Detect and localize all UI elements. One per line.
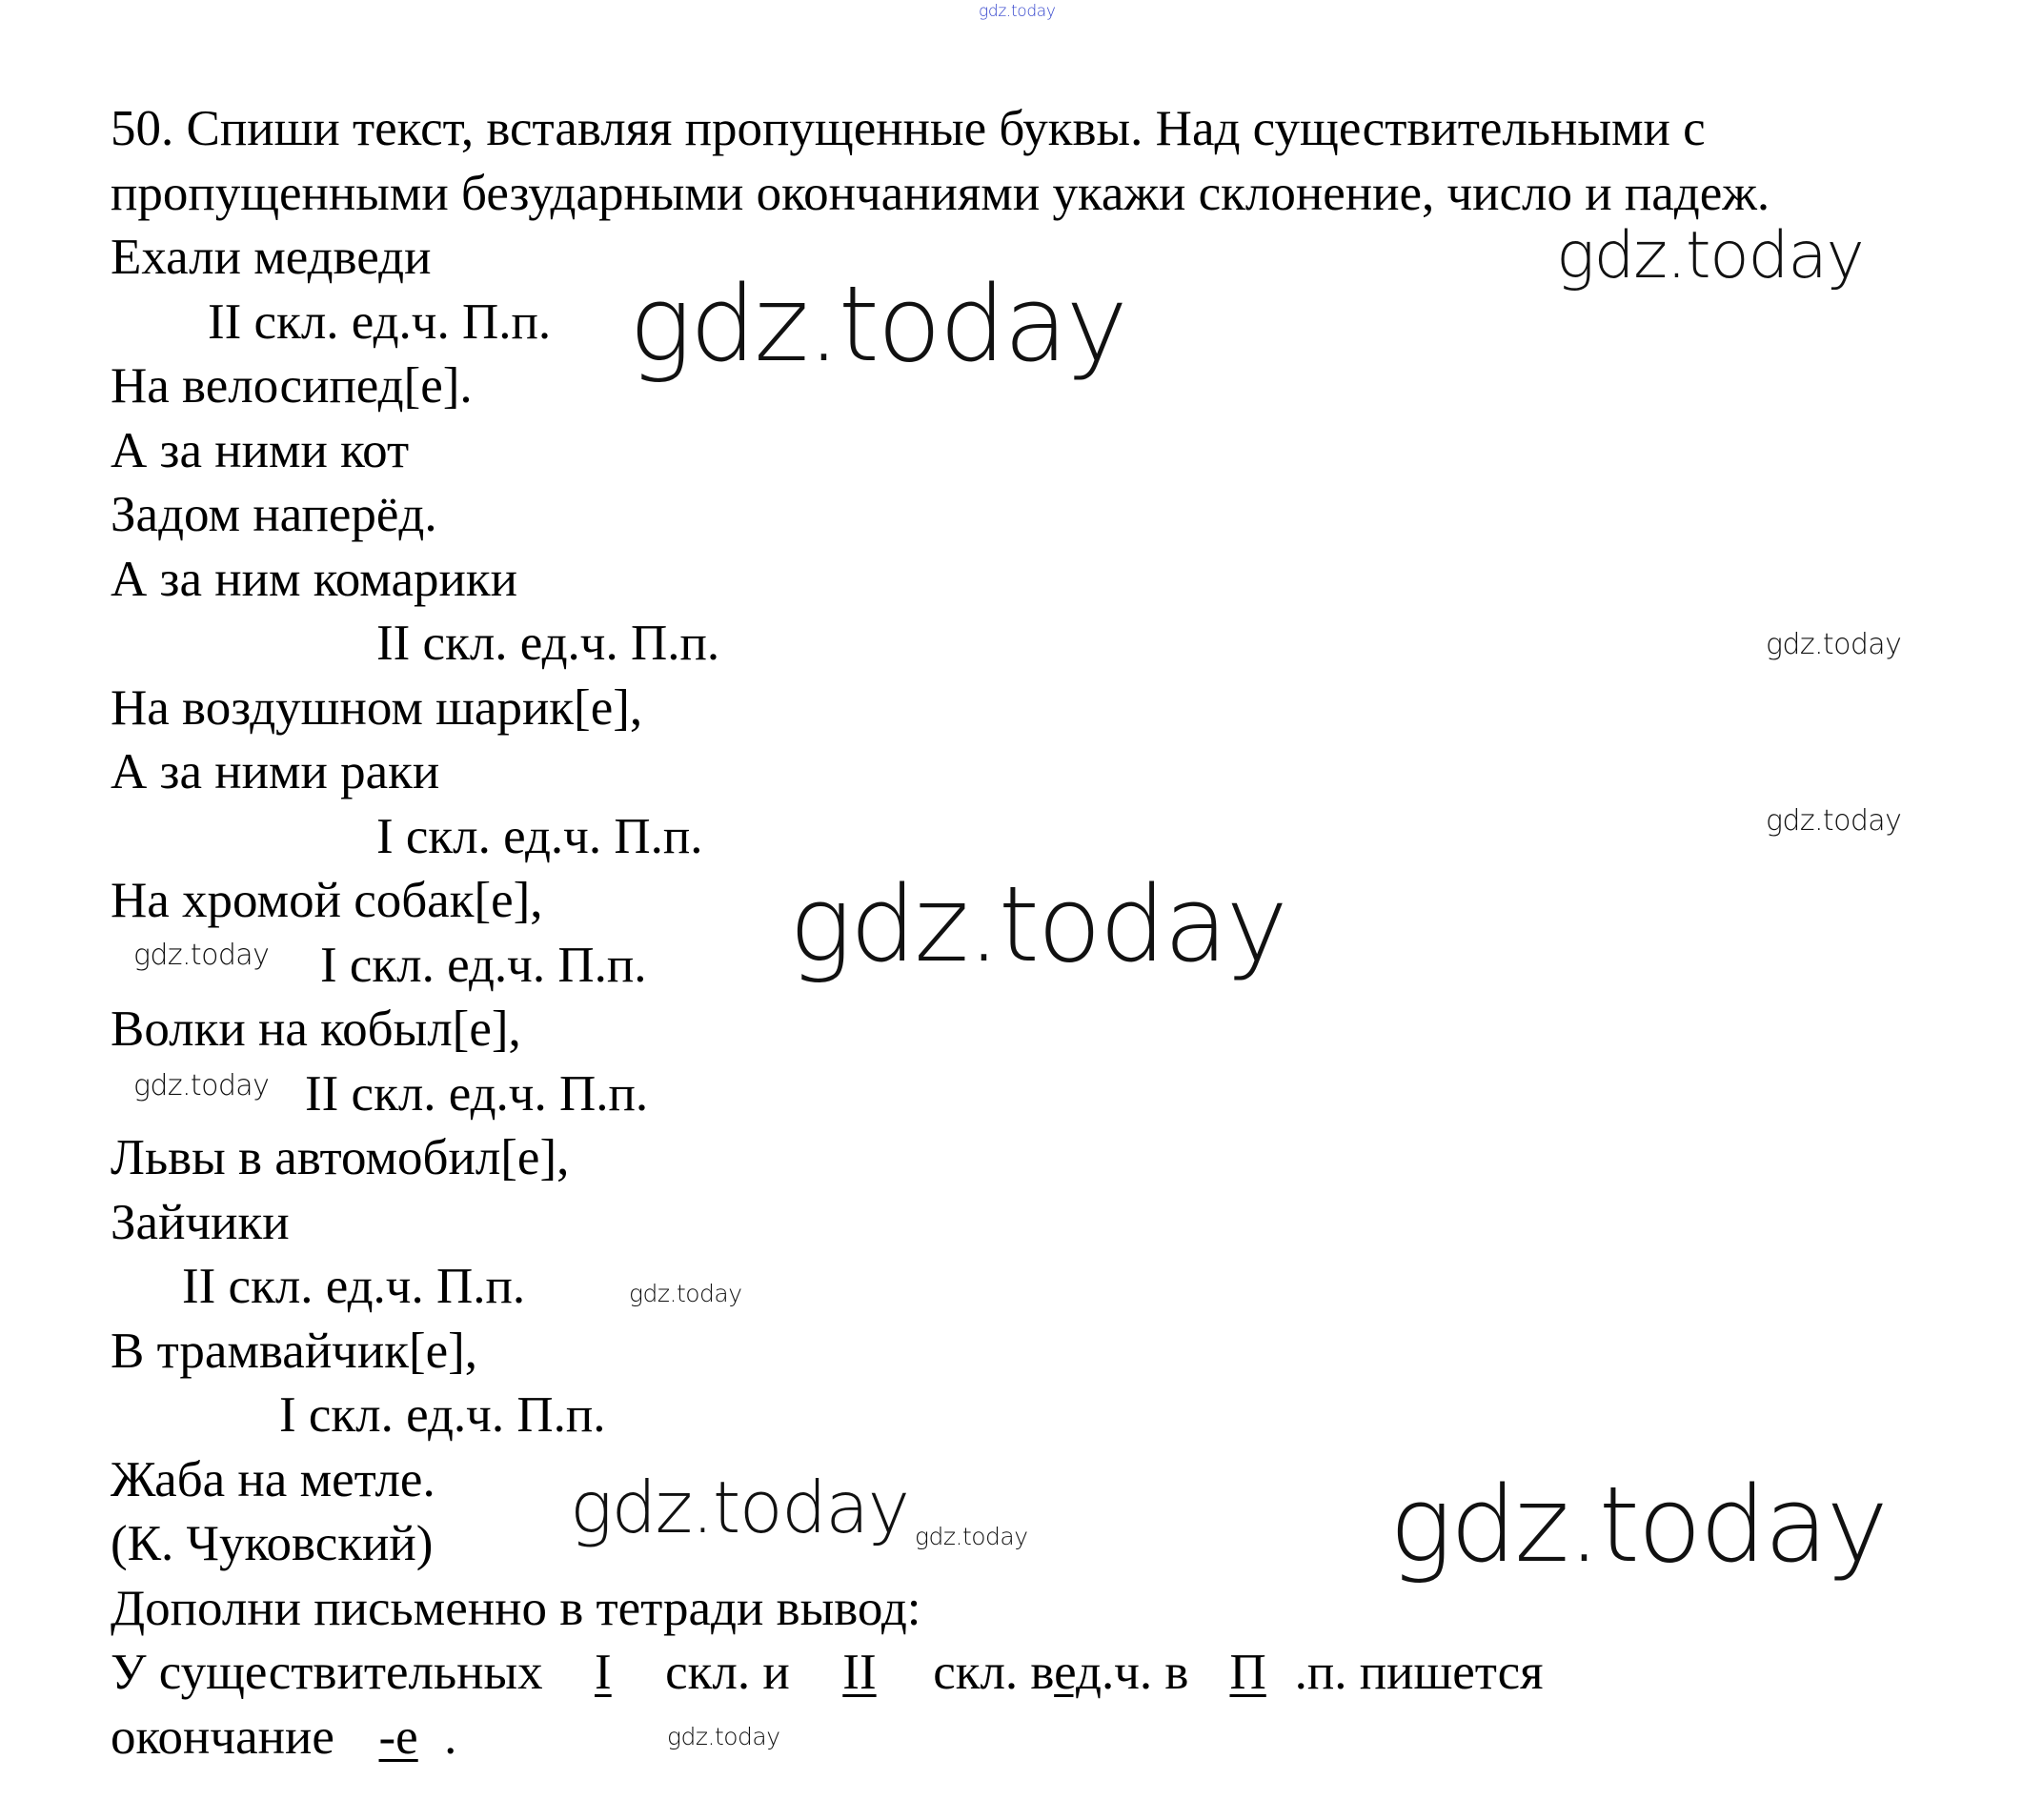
poem-line: А за ними раки <box>111 744 440 799</box>
watermark: gdz.today <box>789 863 1286 985</box>
conclusion-prompt: Дополни письменно в тетради вывод: <box>111 1580 921 1636</box>
poem-line: А за ними кот <box>111 422 410 478</box>
grammar-note: II скл. ед.ч. П.п. <box>305 1065 649 1122</box>
poem-line: Жаба на метле. <box>111 1451 435 1507</box>
grammar-note: II скл. ед.ч. П.п. <box>182 1259 526 1314</box>
poem-author: (К. Чуковский) <box>111 1516 434 1571</box>
conclusion-text: скл. и <box>665 1645 790 1700</box>
watermark: gdz.today <box>1766 804 1902 838</box>
poem-line: А за ним комарики <box>111 551 517 607</box>
answer-blank: I <box>595 1645 612 1700</box>
grammar-note: I скл. ед.ч. П.п. <box>279 1387 606 1443</box>
conclusion-text: У существительных <box>111 1645 543 1700</box>
poem-line: Зайчики <box>111 1194 290 1250</box>
watermark: gdz.today <box>1556 218 1864 293</box>
watermark: gdz.today <box>629 1280 742 1307</box>
poem-line: Львы в автомобил[е], <box>111 1130 570 1185</box>
task-line: 50. Спиши текст, вставляя пропущенные буквы. Над существительными с <box>111 101 1706 156</box>
watermark: gdz.today <box>667 1723 780 1750</box>
conclusion-text: .ч. в <box>1101 1645 1189 1700</box>
answer-blank: П <box>1229 1645 1266 1700</box>
poem-line: На воздушном шарик[е], <box>111 679 643 736</box>
watermark: gdz.today <box>629 263 1126 385</box>
task-line: пропущенными безударными окончаниями укажи склонение, число и падеж. <box>111 165 1770 221</box>
poem-line: Волки на кобыл[е], <box>111 1001 521 1057</box>
watermark: gdz.today <box>570 1466 909 1549</box>
watermark: gdz.today <box>979 2 1056 21</box>
poem-line: На хромой собак[е], <box>111 873 543 928</box>
answer-blank: -е <box>378 1709 418 1765</box>
watermark: gdz.today <box>133 1069 270 1102</box>
conclusion-line <box>111 1641 1544 1706</box>
watermark: gdz.today <box>1389 1464 1887 1586</box>
poem-line: Задом наперёд. <box>111 487 437 542</box>
poem-line: Ехали медведи <box>111 230 432 285</box>
grammar-note: II скл. ед.ч. П.п. <box>376 616 720 671</box>
grammar-note: II скл. ед.ч. П.п. <box>208 293 552 350</box>
poem-line: В трамвайчик[е], <box>111 1323 478 1379</box>
answer-blank: II <box>842 1645 877 1700</box>
conclusion-text: скл. в <box>933 1645 1055 1700</box>
grammar-note: I скл. ед.ч. П.п. <box>320 937 647 993</box>
conclusion-text: .п. пишется <box>1294 1645 1544 1700</box>
poem-line: На велосипед[е]. <box>111 358 473 414</box>
watermark: gdz.today <box>1766 628 1902 661</box>
underlined-word: ед <box>1054 1645 1102 1700</box>
watermark: gdz.today <box>915 1523 1028 1550</box>
conclusion-text: окончание <box>111 1709 334 1765</box>
watermark: gdz.today <box>133 939 270 972</box>
conclusion-line <box>111 1706 456 1770</box>
conclusion-text: . <box>444 1709 457 1765</box>
grammar-note: I скл. ед.ч. П.п. <box>376 808 703 864</box>
